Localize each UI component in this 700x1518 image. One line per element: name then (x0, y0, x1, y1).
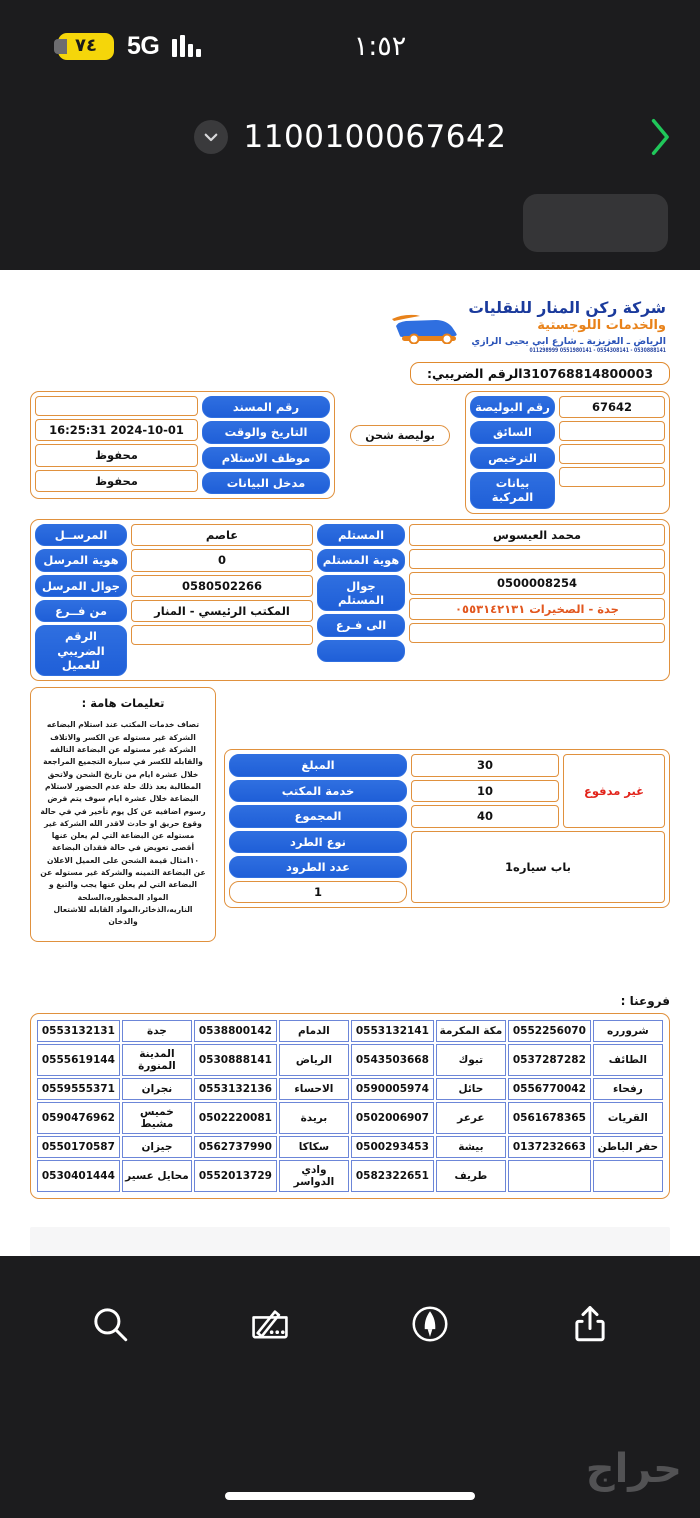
document-type-badge-wrap (335, 391, 465, 446)
amounts-top-row (229, 754, 665, 827)
branch-city: مكة المكرمة (436, 1020, 506, 1042)
amounts-bottom-row (229, 831, 665, 904)
company-contact: 0530888141 - 0554308141 - 0551980141 011298999 (529, 348, 666, 355)
branch-city: الدمام (279, 1020, 349, 1042)
instructions-title: تعليمات هامة : (81, 696, 165, 711)
reference-number-label: رقم المسند (202, 396, 330, 418)
branch-city: جدة (122, 1020, 192, 1042)
chevron-down-icon[interactable] (194, 120, 228, 154)
branch-phone: 0561678365 (508, 1102, 591, 1134)
header-fields-section (30, 391, 670, 514)
vehicle-data-label: بيانات المركبة (470, 472, 555, 509)
message-bubble[interactable] (523, 194, 668, 252)
amount-labels (229, 754, 407, 827)
branch-city (593, 1160, 663, 1192)
office-fee-value[interactable]: 10 (411, 780, 559, 802)
sender-labels (35, 524, 127, 677)
amount-values (411, 754, 559, 827)
total-label: المجموع (229, 805, 407, 827)
amounts-wrapper (224, 687, 670, 908)
haraj-watermark: حراج (585, 1446, 682, 1492)
instructions-body: تصاف خدمات المكتب عند استلام البضاعه الشركة غير مستوله عن الكسر والاتلاف الشركة غير مستوله عن البضاعة التالفه والقابله للكسر في سيارة التجميع المراجعة خلال عشرة ايام من تاريخ الشحن ولاتحق المطالبة بعد ذلك حلة عدم الحضور لاستلام البضاعة خلال عشرة ايام سوف يتم فرض رسوم اضافيه عن كل يوم تأخير في في حالة وقوع حريق او حادث لاقدر الله الشركة غير مستوله عن البضاعة التي لم يعلن عنها أقصى تعويض في حالة فقدان البضاعة ١٠امثال قيمة الشحن على العميل الاعلان عن البضاعة الثمينه والشركة غير مستوله عن البضاعة التي لم يعلن عنها يجب والتبغ و المواد المحظوره،السلحة الناريه،الذخائر،المواد القابله للاشتعال والدخان (40, 720, 206, 927)
waybill-meta-labels (470, 396, 555, 509)
datetime-value[interactable]: 2024-10-01 16:25:31 (35, 419, 198, 441)
branch-phone: 0582322651 (351, 1160, 434, 1192)
sender-mobile-label: جوال المرسل (35, 575, 127, 597)
waybill-document (30, 288, 670, 1199)
sender-name-label: المرســل (35, 524, 127, 546)
home-indicator[interactable] (225, 1492, 475, 1500)
branch-phone: 0556770042 (508, 1078, 591, 1100)
branch-city: الطائف (593, 1044, 663, 1076)
from-branch-value[interactable]: المكتب الرئيسي - المنار (131, 600, 313, 622)
table-row (37, 1044, 663, 1076)
driver-value[interactable] (559, 421, 665, 441)
table-row (37, 1160, 663, 1192)
branch-phone: 0552013729 (194, 1160, 277, 1192)
branch-phone: 0590476962 (37, 1102, 120, 1134)
reference-number-value[interactable] (35, 396, 198, 416)
amount-label: المبلغ (229, 754, 407, 776)
sender-values (131, 524, 313, 677)
branches-box (30, 1013, 670, 1199)
to-branch-label: الى فـرع (317, 614, 405, 636)
driver-label: السائق (470, 421, 555, 443)
branch-phone: 0562737990 (194, 1136, 277, 1158)
sender-mobile-value[interactable]: 0580502266 (131, 575, 313, 597)
tax-number-label: الرقم الضريبي: (426, 365, 523, 381)
company-address: الرياض ـ العزيزية ـ شارع ابي يحيى الرازي (471, 335, 666, 347)
truck-logo-icon (390, 310, 462, 348)
share-icon[interactable] (560, 1294, 620, 1354)
parcel-count-label: عدد الطرود (229, 856, 407, 878)
branch-city: بيشة (436, 1136, 506, 1158)
from-branch-label: من فــرع (35, 600, 127, 622)
branches-table (35, 1018, 665, 1194)
important-instructions-box (30, 687, 216, 941)
battery-level-label: ٧٤ (75, 35, 97, 56)
office-fee-label: خدمة المكتب (229, 780, 407, 802)
branch-city: الرياض (279, 1044, 349, 1076)
branch-city: سكاكا (279, 1136, 349, 1158)
tax-number-value: 310768814800003 (522, 365, 654, 381)
table-row (37, 1078, 663, 1100)
branch-phone: 0550170587 (37, 1136, 120, 1158)
table-row (37, 1102, 663, 1134)
branch-city: خميس مشيط (122, 1102, 192, 1134)
branch-city: جيزان (122, 1136, 192, 1158)
branch-city: حائل (436, 1078, 506, 1100)
branch-city: نجران (122, 1078, 192, 1100)
receiver-labels (317, 524, 405, 677)
branch-phone: 0553132136 (194, 1078, 277, 1100)
receiver-extra-value[interactable] (409, 623, 665, 643)
parcel-type-value[interactable]: باب سياره1 (411, 831, 665, 904)
page-title: 1100100067642 (243, 119, 507, 155)
branch-city: وادي الدواسر (279, 1160, 349, 1192)
branch-phone: 0553132131 (37, 1020, 120, 1042)
tax-number-box (410, 362, 670, 385)
receiver-name-value[interactable]: محمد العيسوس (409, 524, 665, 546)
sender-id-value[interactable]: 0 (131, 549, 313, 571)
search-icon[interactable] (80, 1294, 140, 1354)
receiver-extra-label (317, 640, 405, 662)
company-name-line2: والخدمات اللوجستية (537, 317, 666, 333)
branch-city: القريات (593, 1102, 663, 1134)
branches-title: فروعنا : (620, 993, 670, 1008)
branch-phone: 0502006907 (351, 1102, 434, 1134)
branch-phone: 0500293453 (351, 1136, 434, 1158)
branch-city: شرورره (593, 1020, 663, 1042)
branch-city: المدينة المنورة (122, 1044, 192, 1076)
parties-section (30, 519, 670, 682)
data-entry-label: مدخل البيانات (202, 472, 330, 494)
total-value[interactable]: 40 (411, 805, 559, 827)
vehicle-data-value[interactable] (559, 467, 665, 487)
receiver-values (409, 524, 665, 677)
branch-city: طريف (436, 1160, 506, 1192)
document-type-badge: بوليصة شحن (350, 425, 450, 446)
status-bar (0, 0, 700, 92)
waybill-meta-group (465, 391, 670, 514)
entry-meta-group (30, 391, 335, 500)
nav-title-group[interactable] (194, 119, 507, 155)
sender-id-label: هوية المرسل (35, 549, 127, 571)
branch-phone: 0555619144 (37, 1044, 120, 1076)
receiver-mobile-label: جوال المستلم (317, 575, 405, 612)
branch-phone: 0543503668 (351, 1044, 434, 1076)
table-row (37, 1136, 663, 1158)
letterhead (30, 288, 670, 385)
branch-phone: 0559555371 (37, 1078, 120, 1100)
branch-phone (508, 1160, 591, 1192)
branch-phone: 0137232663 (508, 1136, 591, 1158)
datetime-label: التاريخ والوقت (202, 421, 330, 443)
customer-tax-value[interactable] (131, 625, 313, 645)
to-branch-value[interactable]: جدة - الصخيرات ٠٥٥٣١٤٢١٣١ (409, 598, 665, 620)
amounts-box (224, 749, 670, 908)
branches-table-body (37, 1020, 663, 1192)
branch-city: حفر الباطن (593, 1136, 663, 1158)
receiving-officer-value[interactable]: محفوظ (35, 444, 198, 466)
branch-city: محايل عسير (122, 1160, 192, 1192)
receiver-id-value[interactable] (409, 549, 665, 569)
branch-phone: 0590005974 (351, 1078, 434, 1100)
document-blank-area (30, 1227, 670, 1257)
payment-status-badge: غير مدفوع (563, 754, 665, 827)
branch-phone: 0553132141 (351, 1020, 434, 1042)
waybill-number-label: رقم البوليصة (470, 396, 555, 418)
clock-label: ١:٥٢ (353, 30, 407, 62)
waybill-meta-values (559, 396, 665, 509)
parcel-count-value[interactable]: 1 (229, 881, 407, 903)
data-entry-value[interactable]: محفوظ (35, 470, 198, 492)
status-bar-left (58, 32, 201, 61)
table-row (37, 1020, 663, 1042)
document-viewer[interactable] (0, 270, 700, 1256)
branch-phone: 0538800142 (194, 1020, 277, 1042)
license-value[interactable] (559, 444, 665, 464)
branch-city: بريدة (279, 1102, 349, 1134)
parcel-labels (229, 831, 407, 904)
message-bubble-row (0, 182, 700, 270)
network-type-label: 5G (127, 31, 160, 60)
receiver-name-label: المستلم (317, 524, 405, 546)
sender-name-value[interactable]: عاصم (131, 524, 313, 546)
chevron-right-icon[interactable] (642, 114, 676, 160)
entry-meta-labels (202, 396, 330, 495)
license-label: الترخيص (470, 447, 555, 469)
logo-block (26, 300, 670, 354)
amount-value[interactable]: 30 (411, 754, 559, 776)
receiver-mobile-value[interactable]: 0500008254 (409, 572, 665, 594)
notes-and-amounts-section (30, 687, 670, 941)
nav-bar (0, 92, 700, 182)
branch-phone: 0502220081 (194, 1102, 277, 1134)
receiving-officer-label: موظف الاستلام (202, 447, 330, 469)
branch-phone: 0530888141 (194, 1044, 277, 1076)
signal-bars-icon (172, 35, 201, 57)
customer-tax-label: الرقم الضريبي للعميل (35, 625, 127, 676)
branch-phone: 0530401444 (37, 1160, 120, 1192)
parcel-type-label: نوع الطرد (229, 831, 407, 853)
branch-phone: 0537287282 (508, 1044, 591, 1076)
receiver-id-label: هوية المستلم (317, 549, 405, 571)
company-name-line1: شركة ركن المنار للنقليات (468, 299, 666, 317)
branch-city: رفحاء (593, 1078, 663, 1100)
branch-city: تبوك (436, 1044, 506, 1076)
markup-icon[interactable] (240, 1294, 300, 1354)
battery-low-power-icon (58, 33, 114, 60)
entry-meta-values (35, 396, 198, 495)
bottom-toolbar (0, 1256, 700, 1518)
branch-phone: 0552256070 (508, 1020, 591, 1042)
pen-annotate-icon[interactable] (400, 1294, 460, 1354)
branch-city: عرعر (436, 1102, 506, 1134)
waybill-number-value[interactable]: 67642 (559, 396, 665, 418)
branch-city: الاحساء (279, 1078, 349, 1100)
